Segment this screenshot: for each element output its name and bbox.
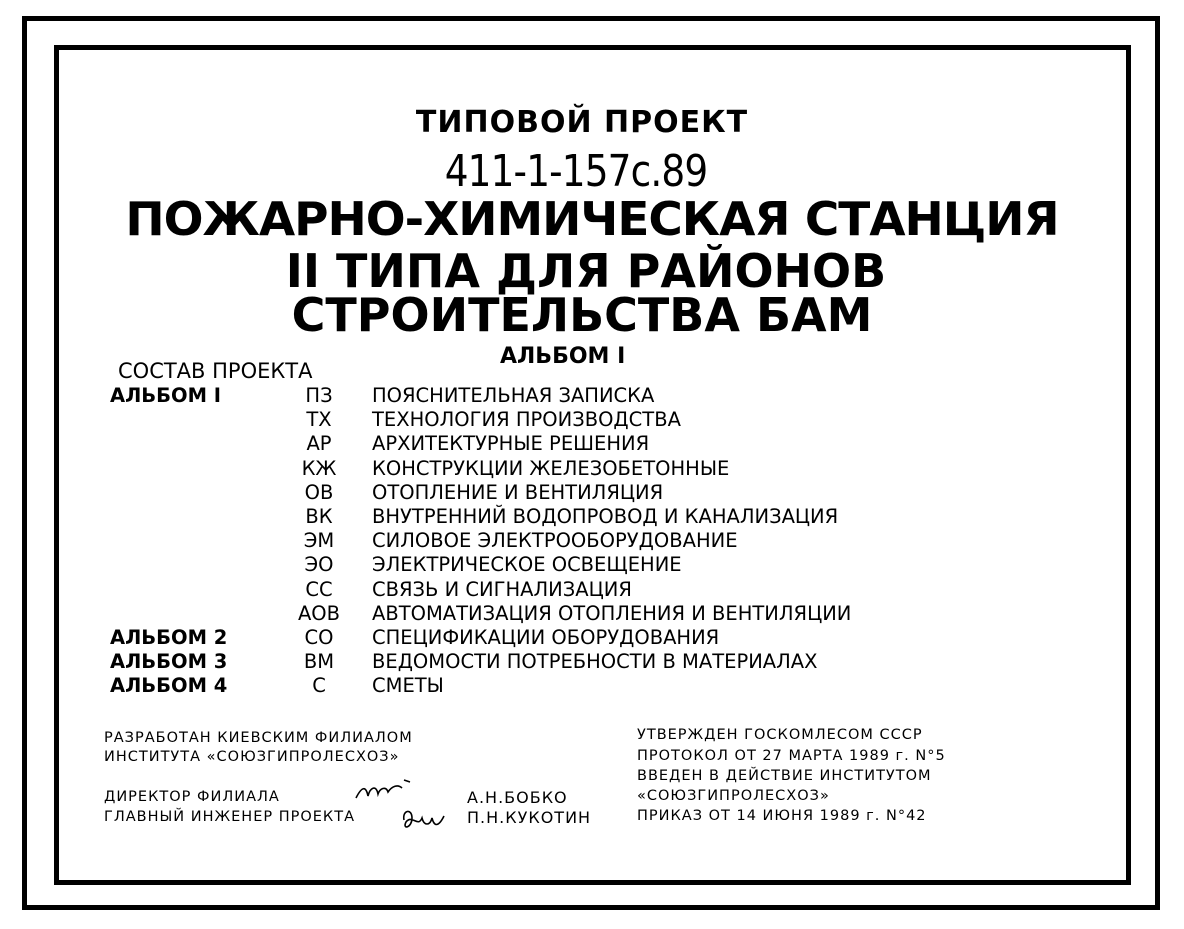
composition-name: СПЕЦИФИКАЦИИ ОБОРУДОВАНИЯ (372, 626, 720, 649)
composition-name: ОТОПЛЕНИЕ И ВЕНТИЛЯЦИЯ (372, 481, 664, 504)
composition-name: ПОЯСНИТЕЛЬНАЯ ЗАПИСКА (372, 384, 655, 407)
album-label: АЛЬБОМ I (500, 344, 626, 369)
composition-code: АР (306, 432, 332, 455)
engineer-role: ГЛАВНЫЙ ИНЖЕНЕР ПРОЕКТА (104, 809, 356, 825)
approval-line-3: ВВЕДЕН В ДЕЙСТВИЕ ИНСТИТУТОМ (637, 768, 932, 784)
composition-album: АЛЬБОМ 4 (110, 674, 228, 697)
composition-name: СМЕТЫ (372, 674, 444, 697)
composition-code: ВК (305, 505, 333, 528)
composition-code: ПЗ (305, 384, 333, 407)
approval-line-1: УТВЕРЖДЕН ГОСКОМЛЕСОМ СССР (637, 727, 923, 743)
title-line-1: ПОЖАРНО-ХИМИЧЕСКАЯ СТАНЦИЯ (125, 192, 1059, 246)
composition-code: ТХ (306, 408, 332, 431)
composition-name: СВЯЗЬ И СИГНАЛИЗАЦИЯ (372, 578, 632, 601)
composition-heading: СОСТАВ ПРОЕКТА (118, 359, 313, 383)
composition-name: СИЛОВОЕ ЭЛЕКТРООБОРУДОВАНИЕ (372, 529, 738, 552)
composition-name: ЭЛЕКТРИЧЕСКОЕ ОСВЕЩЕНИЕ (372, 553, 682, 576)
composition-code: СС (305, 578, 333, 601)
composition-code: АОВ (297, 602, 341, 625)
composition-name: АРХИТЕКТУРНЫЕ РЕШЕНИЯ (372, 432, 650, 455)
director-role: ДИРЕКТОР ФИЛИАЛА (104, 789, 280, 805)
type-project-label: ТИПОВОЙ ПРОЕКТ (415, 105, 749, 140)
composition-name: ТЕХНОЛОГИЯ ПРОИЗВОДСТВА (372, 408, 681, 431)
composition-name: ВЕДОМОСТИ ПОТРЕБНОСТИ В МАТЕРИАЛАХ (372, 650, 818, 673)
developer-line-1: РАЗРАБОТАН КИЕВСКИМ ФИЛИАЛОМ (104, 730, 413, 746)
title-line-3: СТРОИТЕЛЬСТВА БАМ (291, 288, 873, 342)
composition-album: АЛЬБОМ 2 (110, 626, 228, 649)
composition-code: С (312, 674, 326, 697)
composition-code: КЖ (301, 457, 337, 480)
composition-code: ЭМ (303, 529, 335, 552)
project-number: 411-1-157с.89 (444, 146, 708, 197)
approval-line-2: ПРОТОКОЛ ОТ 27 МАРТА 1989 г. N°5 (637, 748, 946, 764)
composition-code: ОВ (304, 481, 334, 504)
director-signature (352, 778, 412, 804)
composition-code: СО (304, 626, 334, 649)
composition-name: КОНСТРУКЦИИ ЖЕЛЕЗОБЕТОННЫЕ (372, 457, 730, 480)
composition-album: АЛЬБОМ 3 (110, 650, 228, 673)
composition-code: ВМ (303, 650, 335, 673)
engineer-signature (398, 804, 448, 834)
developer-line-2: ИНСТИТУТА «СОЮЗГИПРОЛЕСХОЗ» (104, 749, 400, 765)
director-name: А.Н.БОБКО (467, 788, 568, 807)
title-line-2: II ТИПА ДЛЯ РАЙОНОВ (285, 244, 887, 298)
engineer-name: П.Н.КУКОТИН (467, 808, 592, 827)
composition-code: ЭО (304, 553, 334, 576)
approval-line-4: «СОЮЗГИПРОЛЕСХОЗ» (637, 788, 830, 804)
composition-name: ВНУТРЕННИЙ ВОДОПРОВОД И КАНАЛИЗАЦИЯ (372, 505, 839, 528)
composition-album: АЛЬБОМ I (110, 384, 222, 407)
approval-line-5: ПРИКАЗ ОТ 14 ИЮНЯ 1989 г. N°42 (637, 808, 927, 824)
composition-name: АВТОМАТИЗАЦИЯ ОТОПЛЕНИЯ И ВЕНТИЛЯЦИИ (372, 602, 852, 625)
